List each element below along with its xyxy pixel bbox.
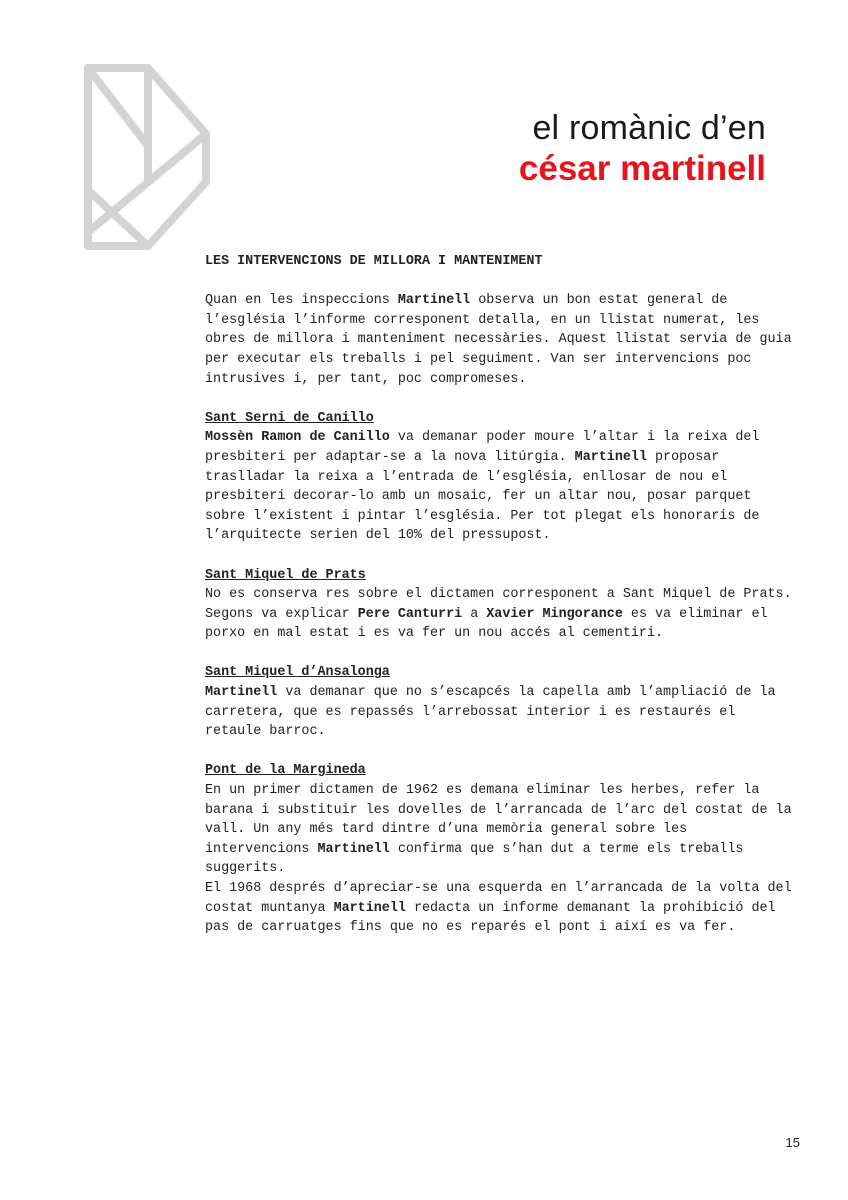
section-title: Pont de la Margineda	[205, 763, 366, 779]
text-span: va demanar poder moure l’altar i la reixa del presbiteri per adaptar-se a la nova litúrgia.	[205, 430, 760, 465]
section-paragraph	[205, 428, 797, 546]
section-title: Sant Serni de Canillo	[205, 410, 374, 426]
document-body	[205, 252, 797, 938]
bold-name: Martinell	[317, 841, 390, 857]
section-paragraph	[205, 781, 797, 879]
section-title: Sant Miquel d’Ansalonga	[205, 665, 390, 681]
bold-name: Martinell	[205, 685, 278, 701]
section-heading: LES INTERVENCIONS DE MILLORA I MANTENIMENT	[205, 254, 543, 269]
section-paragraph	[205, 585, 797, 644]
text-span: El 1968 després d’apreciar-se una esquerda en l’arrancada de la volta del costat muntanya	[205, 881, 792, 916]
text-span: observa un bon estat general de l’església l’informe corresponent detalla, en un llistat numerat, les obres de millora i manteniment necessàries. Aquest llistat servia de guia per executar els treballs i pel seguiment. Van ser intervencions poc intrusives i, per tant, poc compromeses.	[205, 293, 792, 387]
section-title: Sant Miquel de Prats	[205, 567, 366, 583]
bold-name: Mossèn Ramon de Canillo	[205, 430, 390, 446]
text-span: proposar traslladar la reixa a l’entrada de l’església, enllosar de nou el presbiteri decorar-lo amb un mosaic, fer un altar nou, posar parquet sobre l’existent i pintar l’església. Per tot plegat els honoraris de l’arquitecte serien del 10% del pressupost.	[205, 449, 760, 544]
logo-icon	[80, 60, 215, 252]
intro-paragraph	[205, 291, 797, 389]
section-pont-margineda	[205, 761, 797, 937]
bold-name: Martinell	[333, 900, 406, 916]
bold-name: Pere Canturri	[357, 606, 463, 622]
section-paragraph	[205, 879, 797, 938]
text-span: redacta un informe demanant la prohibició del pas de carruatges fins que no es reparés el pont i així es va fer.	[205, 900, 776, 936]
text-span: a	[462, 606, 487, 622]
section-paragraph	[205, 683, 797, 742]
page-number: 15	[785, 1135, 800, 1150]
text-span: va demanar que no s’escapcés la capella amb l’ampliació de la carretera, que es repassés l’arrebossat interior i es restaurés el retaule barroc.	[205, 685, 776, 740]
text-span: No es conserva res sobre el dictamen corresponent a Sant Miquel de Prats. Segons va explicar	[205, 587, 792, 622]
section-sant-miquel-ansalonga	[205, 663, 797, 741]
text-span: En un primer dictamen de 1962 es demana eliminar les herbes, refer la barana i substituir les dovelles de l’arrancada de l’arc del costat de la vall. Un any més tard dintre d’una memòria general sobre les intervencions	[205, 783, 792, 857]
text-span: confirma que s’han dut a terme els treballs suggerits.	[205, 841, 744, 877]
section-sant-serni	[205, 409, 797, 546]
title-line-1: el romànic d’en	[532, 109, 766, 147]
bold-name: Xavier Mingorance	[486, 606, 623, 622]
text-span: es va eliminar el porxo en mal estat i es va fer un nou accés al cementiri.	[205, 606, 768, 642]
text-span: Quan en les inspeccions	[205, 293, 398, 309]
bold-name: Martinell	[574, 449, 647, 465]
section-sant-miquel-prats	[205, 566, 797, 644]
publication-title	[430, 108, 766, 190]
bold-name: Martinell	[397, 293, 471, 309]
title-line-2: césar martinell	[518, 149, 766, 188]
